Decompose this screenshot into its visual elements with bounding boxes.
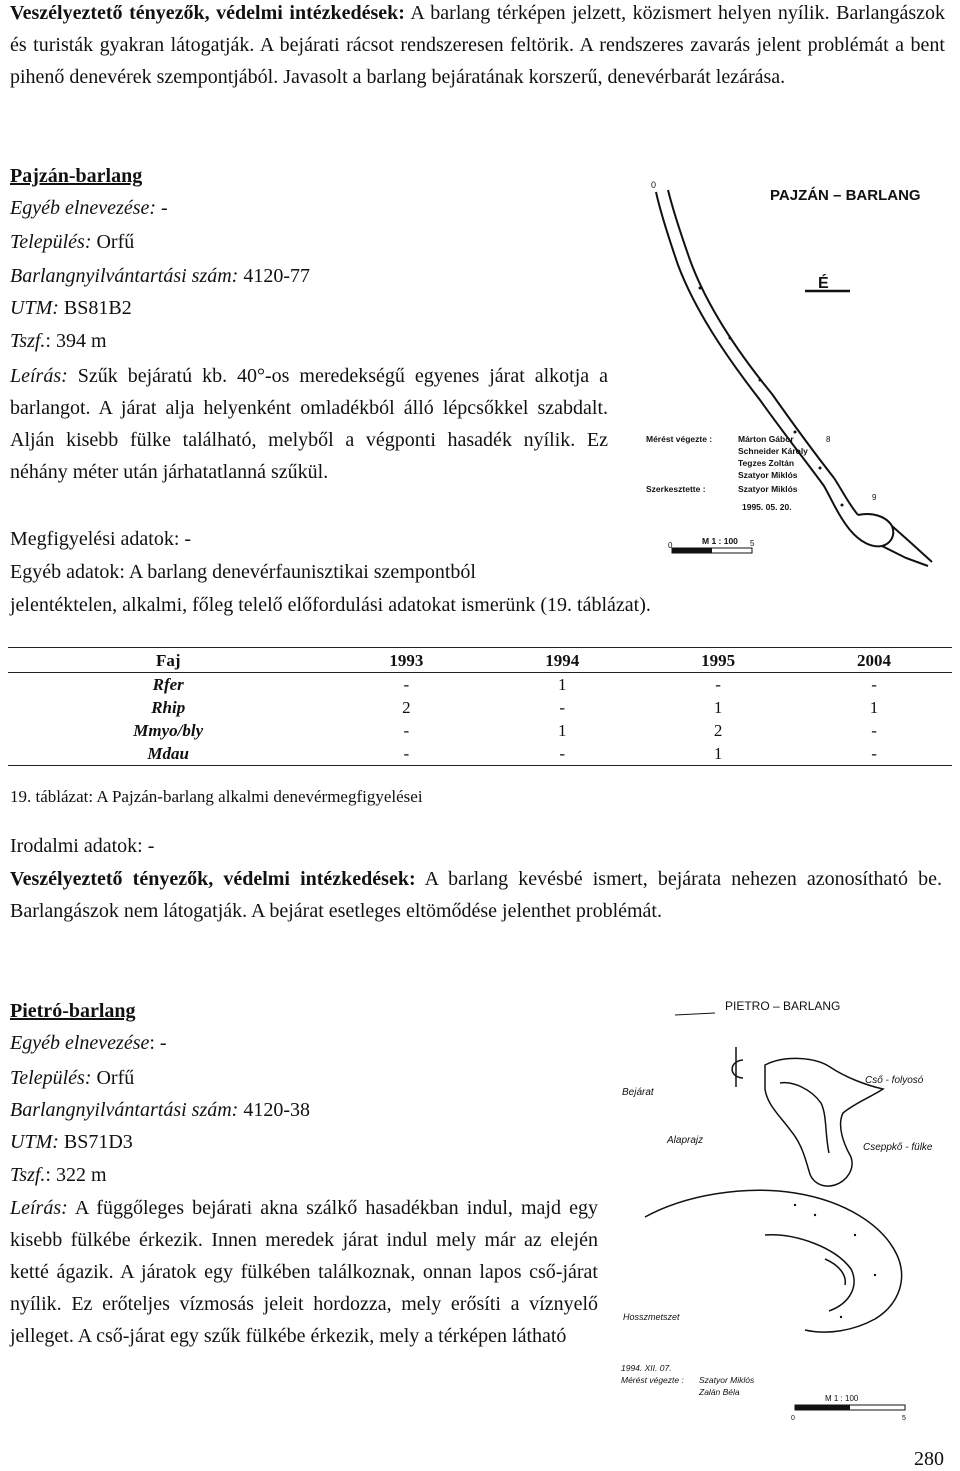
table-cell: Rfer — [152, 675, 184, 694]
registry-label: Barlangnyilvántartási szám: — [10, 265, 239, 287]
alt-name-value: - — [156, 197, 168, 219]
table-cell: Mdau — [8, 742, 328, 766]
pajzan-settlement — [10, 226, 134, 258]
table-cell: 1 — [558, 675, 567, 694]
settlement-value: Orfű — [91, 1067, 135, 1089]
settlement-value: Orfű — [91, 231, 135, 253]
bat-observation-table — [8, 647, 952, 766]
map-date: 1995. 05. 20. — [742, 502, 792, 512]
label-niche: Cseppkő - fülke — [863, 1142, 933, 1153]
table-cell: - — [403, 675, 410, 694]
table-cell: 1 — [713, 698, 723, 717]
table-cell: - — [328, 742, 484, 766]
desc-label: Leírás: — [10, 1197, 68, 1219]
editor-label: Szerkesztette : — [646, 484, 706, 494]
threats-paragraph-2 — [10, 863, 942, 927]
utm-label: UTM: — [10, 1131, 59, 1153]
pajzan-other-2: jelentéktelen, alkalmi, főleg telelő előfordulási adatokat ismerünk (19. táblázat). — [10, 594, 651, 616]
pietro-utm — [10, 1126, 133, 1158]
pajzan-observations: Megfigyelési adatok: - — [10, 528, 192, 550]
pietro-registry — [10, 1094, 310, 1126]
table-cell: - — [403, 721, 410, 740]
pietro-title: Pietró-barlang — [10, 1000, 136, 1022]
pajzan-other-1 — [10, 556, 608, 588]
literature-line: Irodalmi adatok: - — [10, 835, 155, 857]
threats-label-1: Veszélyeztető tényezők, védelmi intézkedések: — [10, 2, 405, 24]
map-point-start: 0 — [651, 180, 657, 190]
registry-value: 4120-77 — [238, 265, 311, 287]
table-header-cell: 1993 — [328, 648, 484, 673]
table-header-cell: 1994 — [484, 648, 640, 673]
cave-passage-icon — [656, 190, 932, 566]
label-floorplan: Alaprajz — [667, 1135, 704, 1146]
page-number: 280 — [914, 1448, 944, 1470]
table-cell: - — [559, 698, 566, 717]
surveyor-4: Szatyor Miklós — [738, 470, 798, 480]
threats-text-1: A barlang térképen jelzett, közismert helyen nyílik. Barlangászok és turisták gyakran látogatják. A bejárati rácsot rendszeresen feltörik. A rendszeres zavarás jelent problémát a bent pihenő denevérek szempontjából. Javasolt a barlang bejáratának korszerű, denevérbarát lezárása. — [10, 2, 945, 88]
north-label: É — [818, 275, 829, 292]
north-arrow-icon — [805, 273, 850, 292]
label-entrance: Bejárat — [622, 1087, 654, 1098]
desc-text: A függőleges bejárati akna szálkő hasadékban indul, majd egy kisebb fülkébe érkezik. Innen meredek járat indul mely már az elején ketté ágazik. A járatok egy fülkében találkoznak, onnan lapos cső-járat nyílik. Ez erőteljes vízmosás jeleit hordozza, mely erősíti a víznyelő jelleget. A cső-járat egy szűk fülkébe érkezik, mely a térképen látható — [10, 1197, 598, 1347]
scale-bar-icon — [668, 536, 755, 553]
pietro-settlement — [10, 1062, 134, 1094]
pietro-cave-map — [615, 985, 955, 1425]
registry-label: Barlangnyilvántartási szám: — [10, 1099, 239, 1121]
scale-label: M 1 : 100 — [825, 1394, 859, 1403]
surveyor-1: Szatyor Miklós — [699, 1375, 755, 1385]
pajzan-cave-map — [610, 170, 955, 580]
pietro-map-date: 1994. XII. 07. — [621, 1363, 672, 1373]
threats-label-2: Veszélyeztető tényezők, védelmi intézkedések: — [10, 868, 416, 890]
scale-start: 0 — [668, 541, 673, 550]
table-cell: 1 — [640, 742, 796, 766]
map-point-8: 8 — [826, 435, 831, 444]
alt-name-value: : - — [149, 1032, 167, 1054]
surveyor-1: Márton Gábor — [738, 434, 794, 444]
map-title: PAJZÁN – BARLANG — [770, 187, 921, 204]
pietro-altitude — [10, 1159, 107, 1191]
label-pipe: Cső - folyosó — [865, 1075, 924, 1086]
table-cell: - — [871, 721, 877, 740]
table-caption: 19. táblázat: A Pajzán-barlang alkalmi denevérmegfigyelései — [10, 787, 423, 806]
altitude-value: : 322 m — [45, 1164, 107, 1186]
scale-end: 5 — [750, 539, 755, 548]
altitude-label: Tszf. — [10, 330, 46, 352]
table-row — [8, 673, 952, 697]
scale-bar-icon — [791, 1394, 906, 1422]
pietro-description — [10, 1192, 598, 1352]
table-header-row — [8, 648, 952, 673]
utm-value: BS81B2 — [58, 297, 132, 319]
altitude-value: : 394 m — [45, 330, 107, 352]
other-label: Egyéb adatok: — [10, 561, 125, 583]
surveyor-2: Schneider Károly — [738, 446, 808, 456]
pajzan-registry — [10, 260, 310, 292]
pajzan-alt-name — [10, 192, 168, 224]
settlement-label: Település: — [10, 231, 92, 253]
altitude-label: Tszf. — [10, 1164, 46, 1186]
table-row — [8, 696, 952, 719]
pajzan-altitude — [10, 325, 107, 357]
table-cell: - — [796, 742, 952, 766]
map-title: PIETRO – BARLANG — [725, 999, 841, 1013]
surveyor-2: Zalán Béla — [699, 1387, 740, 1397]
table-cell: Rhip — [151, 698, 186, 717]
table-cell: Mmyo/bly — [133, 721, 204, 740]
threats-text-2: A barlang kevésbé ismert, bejárata nehezen azonosítható be. Barlangászok nem látogatják. A bejárat esetleges eltömődése jelenthet problémát. — [10, 868, 942, 922]
pajzan-utm — [10, 292, 132, 324]
scale-label: M 1 : 100 — [702, 536, 738, 546]
table-cell: 2 — [402, 698, 411, 717]
utm-value: BS71D3 — [58, 1131, 133, 1153]
pajzan-title: Pajzán-barlang — [10, 165, 143, 187]
surveyed-label: Mérést végezte : — [621, 1375, 684, 1385]
table-header-cell: Faj — [8, 648, 328, 673]
rubble-icon — [794, 1204, 876, 1318]
cave-section-icon — [645, 1190, 902, 1332]
north-arrow-icon — [732, 1047, 743, 1087]
other-text-1: A barlang denevérfaunisztikai szempontból — [124, 561, 476, 583]
surveyor-3: Tegzes Zoltán — [738, 458, 795, 468]
utm-label: UTM: — [10, 297, 59, 319]
table-cell: - — [484, 742, 640, 766]
map-point-9: 9 — [872, 493, 877, 502]
table-cell: 1 — [869, 698, 879, 717]
label-section: Hosszmetszet — [623, 1312, 680, 1322]
scale-start: 0 — [791, 1415, 795, 1422]
desc-label: Leírás: — [10, 365, 68, 387]
table-cell: 1 — [558, 721, 567, 740]
editor-name: Szatyor Miklós — [738, 484, 798, 494]
surveyed-label: Mérést végezte : — [646, 434, 713, 444]
alt-name-label: Egyéb elnevezése: — [10, 197, 157, 219]
table-cell: 2 — [713, 721, 723, 740]
registry-value: 4120-38 — [238, 1099, 311, 1121]
table-header-cell: 2004 — [796, 648, 952, 673]
settlement-label: Település: — [10, 1067, 92, 1089]
scale-end: 5 — [902, 1415, 906, 1422]
desc-text: Szűk bejáratú kb. 40°-os meredekségű egyenes járat alkotja a barlangot. A járat alja helyenként omladékból álló lépcsőkkel szabdalt. Alján kisebb fülke található, melyből a végponti hasadék nyílik. Ez néhány méter után járhatatlanná szűkül. — [10, 365, 608, 483]
alt-name-label: Egyéb elnevezése — [10, 1032, 150, 1054]
table-row — [8, 719, 952, 742]
pietro-alt-name — [10, 1027, 167, 1059]
table-cell: - — [715, 675, 721, 694]
threats-paragraph-1 — [10, 0, 945, 93]
table-header-cell: 1995 — [640, 648, 796, 673]
table-cell: - — [871, 675, 877, 694]
table-row — [8, 742, 952, 766]
pajzan-description — [10, 360, 608, 488]
